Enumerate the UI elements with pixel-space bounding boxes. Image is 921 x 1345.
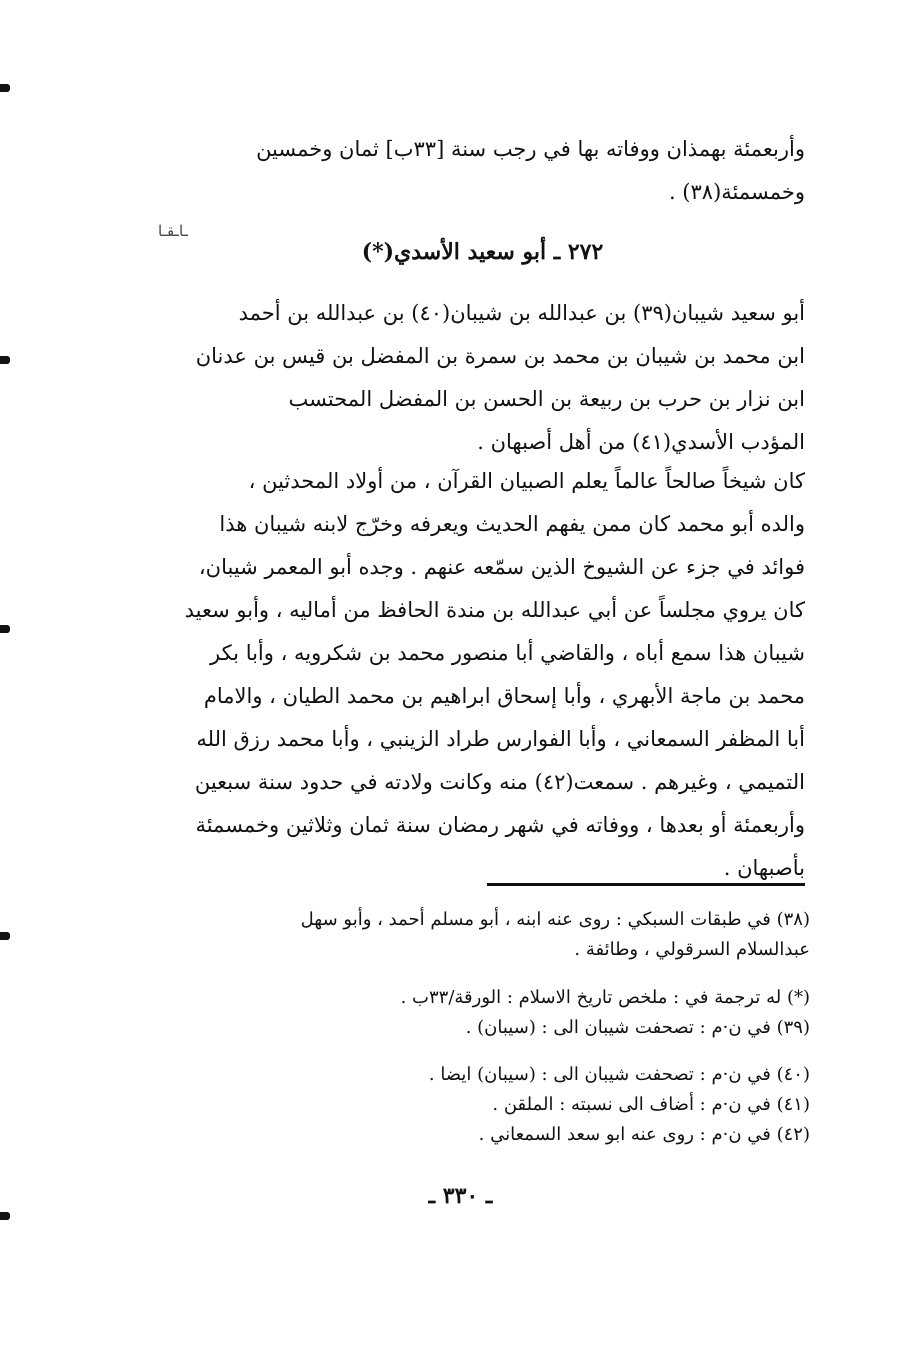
text-line: وأربعمئة أو بعدها ، ووفاته في شهر رمضان سنة ثمان وثلاثين وخمسمئة	[195, 813, 805, 837]
continuation-text	[160, 128, 805, 214]
footnote-39: (٣٩) في ن·م : تصحفت شيبان الى : (سيبان) .	[465, 1017, 810, 1038]
binding-mark	[0, 356, 10, 364]
text-line: ابن محمد بن شيبان بن محمد بن سمرة بن المفضل بن قيس بن عدنان	[195, 344, 805, 368]
text-line: شيبان هذا سمع أباه ، والقاضي أبا منصور محمد بن شكرويه ، وأبا بكر	[209, 641, 805, 665]
text-line: فوائد في جزء عن الشيوخ الذين سمّعه عنهم . وجده أبو المعمر شيبان،	[198, 555, 805, 579]
footnote-group-40-42	[150, 1060, 810, 1150]
text-line: بأصبهان .	[723, 856, 805, 880]
text-line: والده أبو محمد كان ممن يفهم الحديث ويعرفه وخرّج لابنه شيبان هذا	[219, 512, 805, 536]
footnote-star: (*) له ترجمة في : ملخص تاريخ الاسلام : الورقة/٣٣ب .	[400, 987, 810, 1008]
text-line: أبو سعيد شيبان(٣٩) بن عبدالله بن شيبان(٤٠) بن عبدالله بن أحمد	[238, 301, 805, 325]
text-line: ابن نزار بن حرب بن ربيعة بن الحسن بن المفضل المحتسب	[288, 387, 805, 411]
footnote-40: (٤٠) في ن·م : تصحفت شيبان الى : (سيبان) ايضا .	[428, 1064, 810, 1085]
text-line: وأربعمئة بهمذان ووفاته بها في رجب سنة [٣٣ب] ثمان وخمسين	[256, 137, 805, 161]
binding-mark	[0, 84, 10, 92]
binding-mark	[0, 1212, 10, 1220]
corner-smudge: ـاـقـا	[158, 222, 188, 240]
entry-heading: ٢٧٢ ـ أبو سعيد الأسدي(*)	[361, 239, 604, 265]
binding-mark	[0, 625, 10, 633]
footnote-line: عبدالسلام السرقولي ، وطائفة .	[574, 939, 810, 960]
bio-paragraph-2	[160, 460, 805, 890]
bio-paragraph-1	[160, 292, 805, 464]
footnote-star-group	[150, 983, 810, 1043]
footnote-divider	[487, 883, 805, 886]
text-line: وخمسمئة(٣٨) .	[668, 180, 805, 204]
footnote-41: (٤١) في ن·م : أضاف الى نسبته : الملقن .	[492, 1094, 810, 1115]
text-line: كان يروي مجلساً عن أبي عبدالله بن مندة الحافظ من أماليه ، وأبو سعيد	[184, 598, 805, 622]
text-line: التميمي ، وغيرهم . سمعت(٤٢) منه وكانت ولادته في حدود سنة سبعين	[194, 770, 805, 794]
text-line: المؤدب الأسدي(٤١) من أهل أصبهان .	[477, 430, 805, 454]
page-number: ـ ٣٣٠ ـ	[428, 1183, 493, 1209]
footnote-line: (٣٨) في طبقات السبكي : روى عنه ابنه ، أبو مسلم أحمد ، وأبو سهل	[300, 909, 810, 930]
text-line: كان شيخاً صالحاً عالماً يعلم الصبيان القرآن ، من أولاد المحدثين ،	[248, 469, 805, 493]
footnote-42: (٤٢) في ن·م : روى عنه ابو سعد السمعاني .	[478, 1124, 810, 1145]
text-line: أبا المظفر السمعاني ، وأبا الفوارس طراد الزينبي ، وأبا محمد رزق الله	[196, 727, 805, 751]
binding-mark	[0, 932, 10, 940]
footnote-38	[150, 905, 810, 965]
page-number-row	[0, 1183, 921, 1209]
text-line: محمد بن ماجة الأبهري ، وأبا إسحاق ابراهيم بن محمد الطيان ، والامام	[203, 684, 805, 708]
